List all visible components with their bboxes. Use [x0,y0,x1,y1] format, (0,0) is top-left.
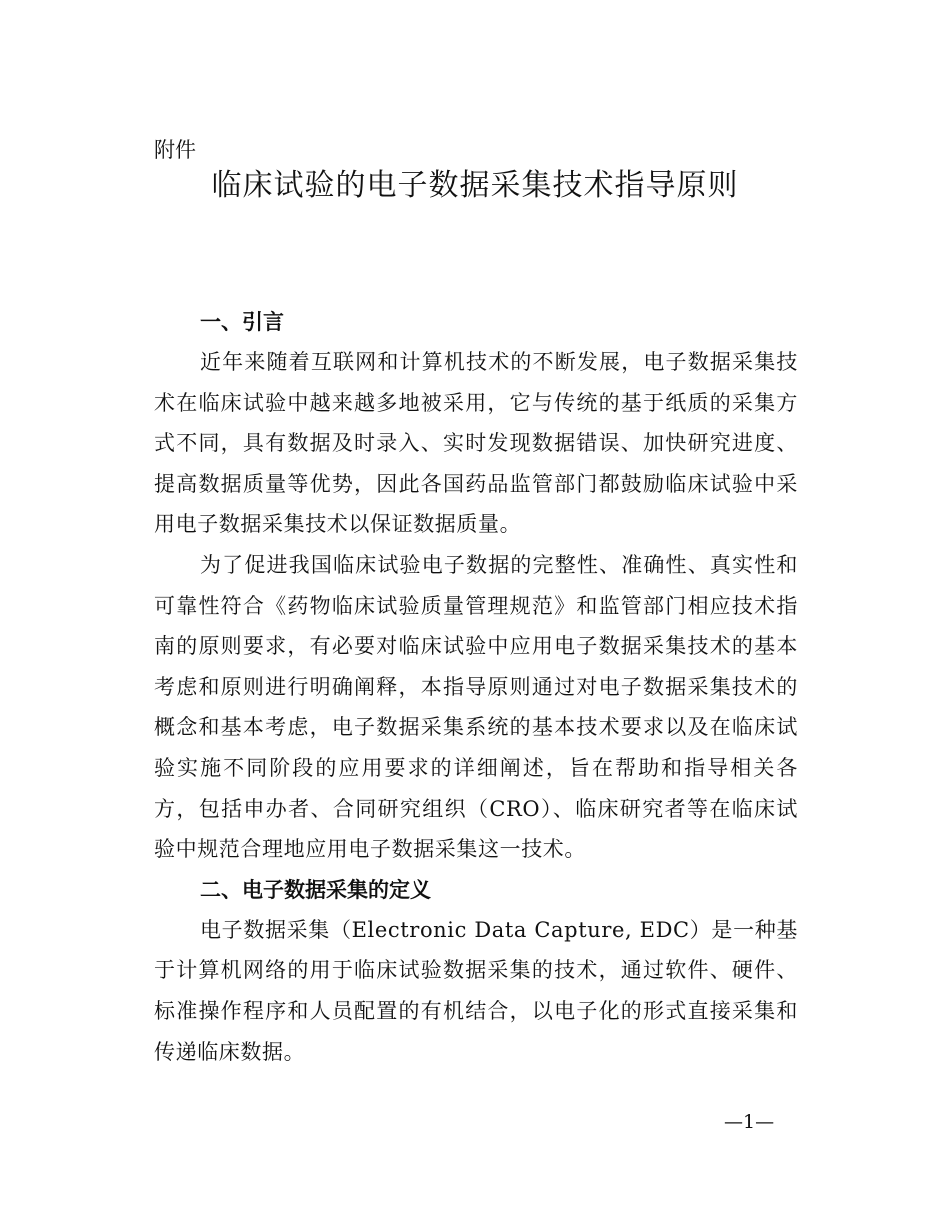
page-number: —1— [724,1111,775,1133]
section-heading-introduction: 一、引言 [200,310,284,334]
paragraph-introduction-1: 近年来随着互联网和计算机技术的不断发展，电子数据采集技术在临床试验中越来越多地被采用，它与传统的基于纸质的采集方式不同，具有数据及时录入、实时发现数据错误、加快研究进度、提高数据质量等优势，因此各国药品监管部门都鼓励临床试验中采用电子数据采集技术以保证数据质量。 [154,350,798,537]
document-body [154,302,798,1072]
paragraph-introduction-2: 为了促进我国临床试验电子数据的完整性、准确性、真实性和可靠性符合《药物临床试验质量管理规范》和监管部门相应技术指南的原则要求，有必要对临床试验中应用电子数据采集技术的基本考虑和原则进行明确阐释，本指导原则通过对电子数据采集技术的概念和基本考虑，电子数据采集系统的基本技术要求以及在临床试验实施不同阶段的应用要求的详细阐述，旨在帮助和指导相关各方，包括申办者、合同研究组织（CRO）、临床研究者等在临床试验中规范合理地应用电子数据采集这一技术。 [154,552,798,862]
document-title: 临床试验的电子数据采集技术指导原则 [211,168,739,203]
attachment-label: 附件 [154,138,196,162]
section-heading-definition: 二、电子数据采集的定义 [200,877,431,902]
paragraph-definition-1: 电子数据采集（Electronic Data Capture, EDC）是一种基于计算机网络的用于临床试验数据采集的技术，通过软件、硬件、标准操作程序和人员配置的有机结合，以电子化的形式直接采集和传递临床数据。 [154,917,798,1064]
